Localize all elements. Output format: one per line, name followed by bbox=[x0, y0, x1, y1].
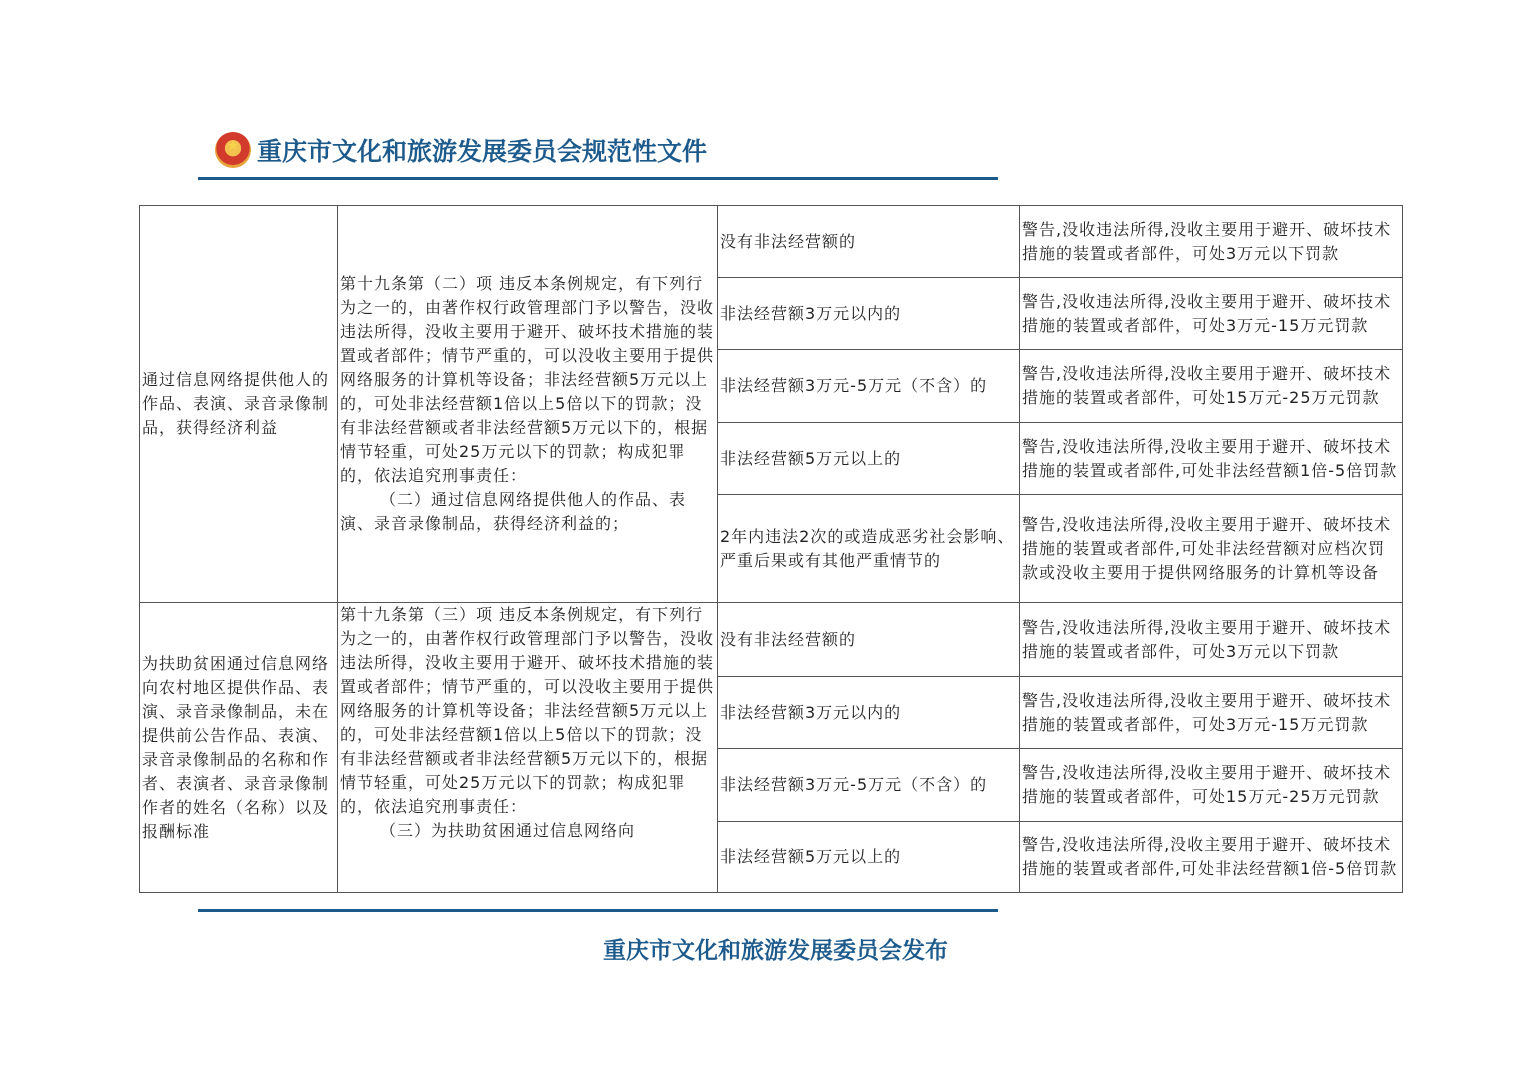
penalty-cell: 警告,没收违法所得,没收主要用于避开、破坏技术措施的装置或者部件，可处3万元以下罚款 bbox=[1020, 206, 1403, 278]
behavior-cell: 通过信息网络提供他人的作品、表演、录音录像制品，获得经济利益 bbox=[140, 206, 338, 603]
circumstance-cell: 没有非法经营额的 bbox=[718, 206, 1020, 278]
article-item-text: （三）为扶助贫困通过信息网络向 bbox=[380, 821, 636, 840]
penalty-cell: 警告,没收违法所得,没收主要用于避开、破坏技术措施的装置或者部件，可处3万元以下罚款 bbox=[1020, 603, 1403, 677]
article-cell bbox=[338, 603, 718, 893]
circumstance-cell: 非法经营额5万元以上的 bbox=[718, 423, 1020, 495]
table-row bbox=[140, 206, 1403, 278]
header-title: 重庆市文化和旅游发展委员会规范性文件 bbox=[257, 137, 708, 166]
circumstance-cell: 非法经营额5万元以上的 bbox=[718, 822, 1020, 893]
penalty-cell: 警告,没收违法所得,没收主要用于避开、破坏技术措施的装置或者部件，可处3万元-15万元罚款 bbox=[1020, 278, 1403, 350]
table-row bbox=[140, 603, 1403, 677]
article-cell bbox=[338, 206, 718, 603]
national-emblem-icon bbox=[215, 132, 251, 168]
footer-rule bbox=[198, 909, 998, 912]
article-item-text: （二）通过信息网络提供他人的作品、表演、录音录像制品，获得经济利益的； bbox=[340, 490, 687, 533]
penalty-cell: 警告,没收违法所得,没收主要用于避开、破坏技术措施的装置或者部件，可处3万元-15万元罚款 bbox=[1020, 677, 1403, 749]
article-text: 第十九条第（三）项 违反本条例规定，有下列行为之一的，由著作权行政管理部门予以警告，没收违法所得，没收主要用于避开、破坏技术措施的装置或者部件；情节严重的，可以没收主要用于提供网络服务的计算机等设备；非法经营额5万元以上的，可处非法经营额1倍以上5倍以下的罚款；没有非法经营额或者非法经营额5万元以下的，根据情节轻重，可处25万元以下的罚款；构成犯罪的，依法追究刑事责任： bbox=[340, 605, 715, 816]
penalty-cell: 警告,没收违法所得,没收主要用于避开、破坏技术措施的装置或者部件,可处非法经营额1倍-5倍罚款 bbox=[1020, 423, 1403, 495]
penalty-table bbox=[139, 205, 1403, 893]
circumstance-cell: 2年内违法2次的或造成恶劣社会影响、严重后果或有其他严重情节的 bbox=[718, 495, 1020, 603]
circumstance-cell: 没有非法经营额的 bbox=[718, 603, 1020, 677]
footer-title: 重庆市文化和旅游发展委员会发布 bbox=[603, 937, 948, 964]
penalty-cell: 警告,没收违法所得,没收主要用于避开、破坏技术措施的装置或者部件，可处15万元-25万元罚款 bbox=[1020, 350, 1403, 423]
circumstance-cell: 非法经营额3万元-5万元（不含）的 bbox=[718, 749, 1020, 822]
penalty-cell: 警告,没收违法所得,没收主要用于避开、破坏技术措施的装置或者部件，可处15万元-25万元罚款 bbox=[1020, 749, 1403, 822]
article-text: 第十九条第（二）项 违反本条例规定，有下列行为之一的，由著作权行政管理部门予以警告，没收违法所得，没收主要用于避开、破坏技术措施的装置或者部件；情节严重的，可以没收主要用于提供网络服务的计算机等设备；非法经营额5万元以上的，可处非法经营额1倍以上5倍以下的罚款；没有非法经营额或者非法经营额5万元以下的，根据情节轻重，可处25万元以下的罚款；构成犯罪的，依法追究刑事责任： bbox=[340, 274, 715, 485]
circumstance-cell: 非法经营额3万元-5万元（不含）的 bbox=[718, 350, 1020, 423]
circumstance-cell: 非法经营额3万元以内的 bbox=[718, 677, 1020, 749]
penalty-cell: 警告,没收违法所得,没收主要用于避开、破坏技术措施的装置或者部件,可处非法经营额1倍-5倍罚款 bbox=[1020, 822, 1403, 893]
penalty-cell: 警告,没收违法所得,没收主要用于避开、破坏技术措施的装置或者部件,可处非法经营额对应档次罚款或没收主要用于提供网络服务的计算机等设备 bbox=[1020, 495, 1403, 603]
behavior-cell: 为扶助贫困通过信息网络向农村地区提供作品、表演、录音录像制品，未在提供前公告作品、表演、录音录像制品的名称和作者、表演者、录音录像制作者的姓名（名称）以及报酬标准 bbox=[140, 603, 338, 893]
document-header bbox=[215, 132, 707, 168]
header-rule bbox=[198, 177, 998, 180]
circumstance-cell: 非法经营额3万元以内的 bbox=[718, 278, 1020, 350]
